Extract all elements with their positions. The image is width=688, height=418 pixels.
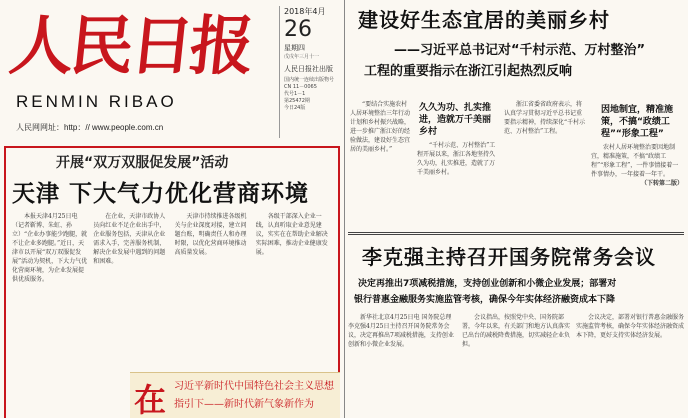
campaign-title: 开展“双万双服促发展”活动 — [56, 155, 229, 171]
inset-heading-2: 因地制宜，精准施策，不搞“政绩工程”“形象工程” — [601, 105, 674, 139]
rb-headline[interactable]: 李克强主持召开国务院常务会议 — [362, 245, 656, 269]
issue: 第25472期 — [284, 98, 310, 104]
serial-label: 国内统一连续出版物号 — [284, 77, 335, 83]
right-col-2: 久久为功、扎实推进，造就万千美丽乡村 “千村示范、万村整治”工程开展以来，浙江各地坚持久久为功，扎实推进，造就了万千美丽乡村。 — [417, 100, 499, 228]
right-headline[interactable]: 建设好生态宜居的美丽乡村 — [358, 8, 610, 32]
weekday: 星期四 — [284, 44, 305, 52]
website-line: 人民网网址：http：// www.people.com.cn — [16, 123, 164, 132]
right-subhead-1: ——习近平总书记对“千村示范、万村整治” — [394, 43, 646, 58]
right-col-1: “要结合实施农村人居环境整治三年行动计划和乡村振兴战略，进一步推广浙江好的经验做法，建设好生态宜居的美丽乡村。” — [350, 101, 411, 153]
rb-col-1: 新华社北京4月25日电 国务院总理李克强4月25日主持召开国务院常务会议，决定再推出7项减税措施，支持创业创新和小微企业发展。 — [348, 314, 454, 348]
left-col-1: 本报天津4月25日电 （记者靳博、朱虹、孙立）“企业办事能少跑腿，就不让企业多跑腿。”近日，天津市以开展“双万双服促发展”活动为契机，下大力气优化营商环境，为企业发展提供优质服务。 — [12, 213, 88, 283]
series-banner[interactable] — [130, 372, 340, 418]
left-col-2: 在企业，天津市政协人员向红业不足企业出手中，企业服务包括，天津从企业需求入手，完善服务机制，解决企业发展中遇到的问题和困难。 — [93, 213, 166, 265]
rb-subhead-2: 银行普惠金融服务实施监管考核，确保今年实体经济融资成本下降 — [354, 295, 616, 305]
rb-subhead-1: 决定再推出7项减税措施，支持创业创新和小微企业发展；部署对 — [358, 279, 617, 289]
year-month: 2018年4月 — [284, 7, 326, 16]
right-body — [350, 100, 684, 228]
rb-col-2: 会议指出，按照党中央、国务院部署，今年以来，有关部门和地方认真落实已出台的减税降费措施，切实减轻企业负担。 — [462, 314, 570, 348]
rb-body — [348, 313, 684, 403]
banner-line-1: 习近平新时代中国特色社会主义思想 — [174, 381, 334, 392]
publisher: 人民日报社出版 — [284, 65, 333, 73]
left-col-4: 各级干部深入企业一线，认真听取企业意见建议，实实在在帮助企业解决实际困难，推动企业健康发展。 — [255, 213, 328, 256]
latin-name: RENMIN RIBAO — [16, 92, 177, 111]
code: 代号1－1 — [284, 91, 306, 97]
logo-text: 人民日报 — [6, 9, 254, 84]
banner-char: 在 — [134, 381, 167, 418]
newspaper-logo — [6, 4, 280, 90]
right-col-4: 因地制宜，精准施策，不搞“政绩工程”“形象工程” 农村人居环境整治要因地制宜，精准施策，不搞“政绩工程”“形象工程”，一件事情接着一件事情办，一年接着一年干。 （下转第二版） — [591, 105, 683, 187]
lunar-date: 戊戌年三月十一 — [284, 54, 320, 60]
pages: 今日24版 — [284, 105, 306, 111]
inset-heading-1: 久久为功、扎实推进，造就万千美丽乡村 — [419, 103, 492, 137]
day: 26 — [284, 17, 312, 42]
right-col-3: 浙江省委省政府表示，将认真学习贯彻习近平总书记重要指示精神，持续深化“千村示范、万村整治”工程。 — [504, 101, 586, 135]
left-col-3: 天津市持续推进各级机关与企业深度对接，建立问题台账，明确责任人和办理时限，以优化营商环境推动高质量发展。 — [174, 213, 247, 256]
right-subhead-2: 工程的重要指示在浙江引起热烈反响 — [364, 64, 573, 79]
right-top-story[interactable] — [350, 4, 684, 230]
column-divider — [344, 0, 345, 418]
serial-number: CN 11－0065 — [284, 84, 317, 90]
right-bottom-story[interactable] — [348, 232, 684, 418]
continued-note: （下转第二版） — [640, 180, 683, 187]
rb-col-3: 会议决定，部署对银行普惠金融服务实施监管考核，确保今年实体经济融资成本下降，更好支持实体经济发展。 — [576, 314, 684, 339]
date-box — [279, 6, 339, 138]
left-headline[interactable]: 天津 下大气力优化营商环境 — [12, 181, 310, 207]
left-body — [12, 212, 332, 396]
banner-line-2: 指引下——新时代新气象新作为 — [174, 399, 314, 410]
